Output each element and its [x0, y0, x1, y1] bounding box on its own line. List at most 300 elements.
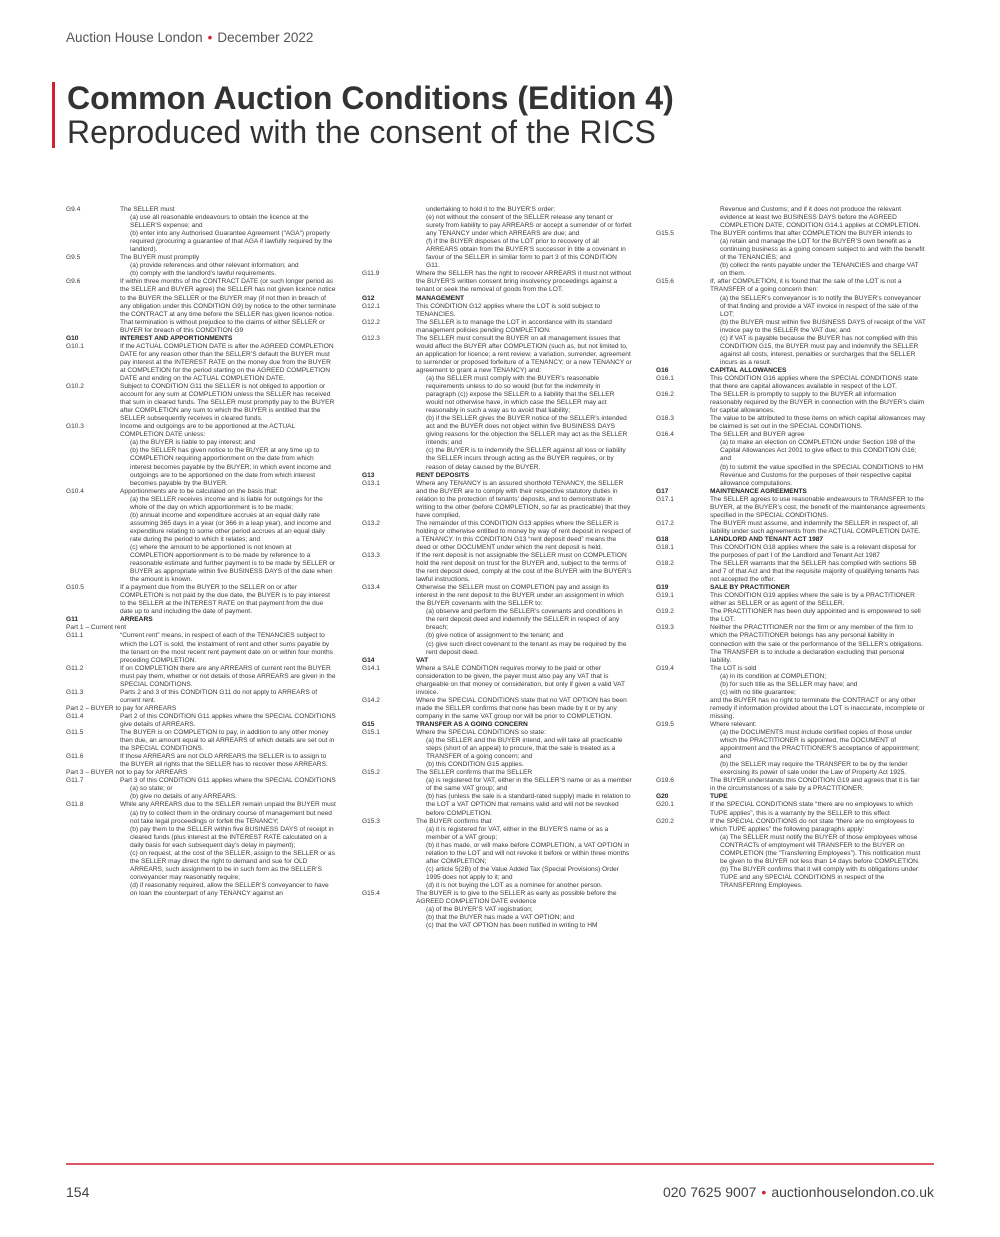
footer-contact: [663, 1184, 934, 1200]
clause-number: G12.1: [362, 302, 380, 310]
section-heading-row: [362, 721, 632, 729]
section-heading: VAT: [416, 656, 429, 664]
clause-row: [66, 584, 336, 616]
clause-row: [656, 673, 926, 681]
clause-number: [66, 544, 120, 584]
clause-number: G19.4: [656, 664, 674, 672]
clause-number: [656, 262, 710, 278]
clause-number: G15.6: [656, 278, 674, 286]
clause-number: [66, 810, 120, 826]
clause-number: [362, 608, 416, 632]
clause-row: [362, 769, 632, 777]
clause-row: [656, 608, 926, 624]
section-heading: INTEREST AND APPORTIONMENTS: [120, 334, 233, 342]
clause-text: The SELLER agrees to use reasonable endeavours to TRANSFER to the BUYER, at the BUYER’s cost, the benefit of the maintenance agreements specified in the SPECIAL CONDITIONS.: [710, 495, 926, 519]
clause-number: G10: [66, 334, 79, 342]
clause-text: (a) the SELLER must comply with the BUYER’s reasonable requirements unless to do so would (but for the indemnity in paragraph (c)) expose the SELLER to a liability that the SELLER would not otherwise have, in which case the SELLER may act reasonably in such a way as to avoid that liability;: [426, 374, 615, 415]
clause-text: Where relevant:: [710, 721, 757, 728]
clause-text: Otherwise the SELLER must on COMPLETION pay and assign its interest in the rent deposit to the BUYER under an assignment in which the BUYER covenants with the SELLER to:: [416, 584, 624, 608]
clause-number: G10.5: [66, 584, 84, 592]
clause-text: If within three months of the CONTRACT DATE (or such longer period as the SELLER and BUYER agree) the SELLER has not given licence notice to the BUYER the SELLER or the BUYER may (if not then in breach of any obligation under this CONDITION G9) by notice to the other terminate the CONTRACT at any time before the SELLER has given licence notice. That termination is without prejudice to the claims of either SELLER or BUYER for breach of this CONDITION G9: [120, 278, 336, 334]
clause-number: [656, 295, 710, 319]
clause-number: G18: [656, 535, 669, 543]
section-heading: TUPE: [710, 793, 728, 801]
clause-text: (a) try to collect them in the ordinary course of management but need not take legal proceedings or forfeit the TENANCY;: [130, 809, 332, 825]
clause-text: (b) that the BUYER has made a VAT OPTION; and: [426, 914, 575, 922]
clause-text: (c) that the VAT OPTION has been notified in writing to HM: [426, 922, 598, 930]
clause-number: G16.3: [656, 415, 674, 423]
clause-text: The BUYER understands this CONDITION G19 and agrees that it is fair in the circumstances of a sale by a PRACTITIONER.: [710, 777, 920, 793]
clause-number: [66, 270, 120, 278]
publisher-name: Auction House London: [66, 30, 203, 45]
clause-row: [656, 415, 926, 431]
clause-row: [656, 729, 926, 761]
clause-number: G15.4: [362, 889, 380, 897]
clause-row: [656, 496, 926, 520]
clause-row: [66, 810, 336, 826]
page-title: Common Auction Conditions (Edition 4): [67, 80, 674, 116]
clause-text: If the SPECIAL CONDITIONS state “there are no employees to which TUPE applies”, this is a warranty by the SELLER to this effect: [710, 801, 913, 817]
clause-row: [362, 697, 632, 721]
clause-number: G13.2: [362, 519, 380, 527]
clause-number: [362, 914, 416, 922]
clause-row: [656, 278, 926, 294]
clause-text: (c) where the amount to be apportioned is not known at COMPLETION apportionment is to be made by reference to a reasonable estimate and further payment is to be made by SELLER or BUYER as appropriate within five BUSINESS DAYS of the date when the amount is known.: [130, 543, 336, 584]
clause-text: The BUYER must assume, and indemnify the SELLER in respect of, all liability under such agreements from the ACTUAL COMPLETION DATE.: [710, 519, 921, 535]
clause-text: This CONDITION G18 applies where the sale is a relevant disposal for the purposes of part I of the Landlord and Tenant Act 1987: [710, 543, 916, 560]
clause-number: [656, 681, 710, 689]
clause-text: (a) the SELLER receives income and is liable for outgoings for the whole of the day on which apportionment is to be made;: [130, 495, 323, 511]
section-heading: ARREARS: [120, 616, 153, 624]
clause-text: (a) observe and perform the SELLER’s covenants and conditions in the rent deposit deed and indemnify the SELLER in respect of any breach;: [426, 608, 623, 632]
clause-row: [362, 906, 632, 914]
clause-row: [656, 439, 926, 463]
clause-row: [66, 214, 336, 230]
clause-row: [656, 721, 926, 729]
clause-row: [656, 777, 926, 793]
clause-number: G14.1: [362, 664, 380, 672]
clause-row: [362, 729, 632, 737]
clause-row: [362, 641, 632, 657]
section-heading: TRANSFER AS A GOING CONCERN: [416, 721, 528, 728]
clause-row: [66, 793, 336, 801]
clause-number: G12.2: [362, 318, 380, 326]
clause-row: [656, 592, 926, 608]
clause-text: The SELLER must: [120, 206, 175, 213]
clause-number: G11.2: [66, 664, 84, 672]
clause-text: (b) the SELLER has given notice to the BUYER at any time up to COMPLETION requiring apportionment on the date from which interest becomes payable by the BUYER; in which event income and outgoings are to be apportioned on the date from which interest becomes payable by the BUYER.: [130, 447, 331, 487]
page-number: 154: [66, 1184, 90, 1200]
clause-number: [362, 866, 416, 882]
clause-text: The SELLER and BUYER agree: [710, 431, 805, 439]
clause-text: (a) in its condition at COMPLETION;: [720, 672, 827, 680]
clause-text: The BUYER is on COMPLETION to pay, in addition to any other money then due, an amount equal to all ARREARS of which details are set out in the SPECIAL CONDITIONS.: [120, 729, 335, 753]
clause-text: The PRACTITIONER has been duly appointed and is empowered to sell the LOT.: [710, 608, 921, 624]
clause-number: [362, 882, 416, 890]
clause-number: [362, 206, 416, 214]
clause-text: (a) is registered for VAT, either in the SELLER’S name or as a member of the same VAT group; and: [426, 777, 632, 793]
clause-text: The BUYER is to give to the SELLER as early as possible before the AGREED COMPLETION DATE evidence: [416, 889, 617, 906]
separator-dot: •: [761, 1184, 767, 1200]
clause-text: The SELLER is to manage the LOT in accordance with its standard management policies pending COMPLETION.: [416, 318, 612, 334]
clause-text: Where the SPECIAL CONDITIONS so state:: [416, 729, 546, 737]
clause-text: The remainder of this CONDITION G13 applies where the SELLER is holding or otherwise entitled to money by way of rent deposit in respect of a TENANCY. In this CONDITION G13 “rent deposit deed” means the deed or other DOCUMENT under which the rent deposit is held.: [416, 519, 631, 551]
clause-row: [66, 785, 336, 793]
clause-number: G15.5: [656, 230, 674, 238]
clause-text: (b) for such title as the SELLER may have; and: [720, 680, 858, 688]
part-heading-row: [66, 769, 336, 777]
clause-number: G13.4: [362, 584, 380, 592]
part-heading: Part 3 – BUYER not to pay for ARREARS: [66, 769, 188, 777]
clause-text: Neither the PRACTITIONER nor the firm or any member of the firm to which the PRACTITIONER belongs has any personal liability in connection with the sale or the performance of the SELLER’s obligations. The TRANSFER is to include a declaration excluding that personal liability.: [710, 624, 924, 664]
clause-number: G9.6: [66, 278, 81, 286]
clause-text: (b) enter into any Authorised Guarantee Agreement (“AGA”) properly required (procuring a guarantee of that AGA if lawfully required by the landlord).: [130, 230, 333, 254]
clause-number: G10.3: [66, 423, 84, 431]
clause-text: Income and outgoings are to be apportioned at the ACTUAL COMPLETION DATE unless:: [120, 423, 295, 439]
clause-row: [362, 552, 632, 584]
clause-text: (c) article 5(2B) of the Value Added Tax (Special Provisions) Order 1995 does not apply to it; and: [426, 865, 619, 881]
clause-row: [66, 713, 336, 729]
clause-text: (c) with no title guarantee;: [720, 688, 796, 696]
clause-text: If the SPECIAL CONDITIONS do not state “there are no employees to which TUPE applies” the following paragraphs apply:: [710, 817, 915, 833]
clause-row: [362, 480, 632, 520]
column-3: [656, 206, 926, 1156]
clause-row: [66, 278, 336, 334]
clause-number: [362, 922, 416, 930]
column-1: [66, 206, 336, 1156]
clause-text: (b) has (unless the sale is a standard-rated supply) made in relation to the LOT a VAT OPTION that remains valid and will not be revoked before COMPLETION.: [426, 793, 631, 817]
clause-row: [656, 665, 926, 673]
clause-row: [66, 729, 336, 753]
clause-number: G20.1: [656, 801, 674, 809]
clause-number: [362, 214, 416, 238]
section-heading: MANAGEMENT: [416, 294, 464, 302]
clause-row: [362, 270, 632, 294]
clause-number: G11.6: [66, 753, 84, 761]
clause-number: [66, 496, 120, 512]
clause-text: (a) The SELLER must notify the BUYER of those employees whose CONTRACTs of employment will TRANSFER to the BUYER on COMPLETION (the “Transferring Employees”). This notification must be given to the BUYER not less than 14 days before COMPLETION.: [720, 833, 921, 865]
clause-number: G11: [66, 616, 79, 624]
clause-row: [656, 391, 926, 415]
clause-number: G19.2: [656, 608, 674, 616]
clause-row: [66, 262, 336, 270]
clause-row: [362, 777, 632, 793]
clause-number: [362, 737, 416, 761]
clause-number: G19: [656, 584, 669, 592]
clause-text: If, after COMPLETION, it is found that the sale of the LOT is not a TRANSFER of a going concern then:: [710, 278, 902, 294]
clause-text: The value to be attributed to those items on which capital allowances may be claimed is set out in the SPECIAL CONDITIONS.: [710, 415, 926, 431]
clause-row: [362, 319, 632, 335]
clause-number: G15: [362, 721, 375, 728]
clause-number: [656, 689, 710, 697]
clause-row: [362, 584, 632, 608]
clause-number: G11.7: [66, 777, 84, 785]
clause-row: [362, 206, 632, 214]
section-heading-row: [362, 657, 632, 665]
clause-text: If those ARREARS are not OLD ARREARS the SELLER is to assign to the BUYER all rights that the SELLER has to recover those ARREARS.: [120, 753, 328, 769]
clause-row: [362, 665, 632, 697]
clause-text: (c) the BUYER is to indemnify the SELLER against all loss or liability the SELLER incurs through acting as the BUYER requires, or by reason of delay caused by the BUYER.: [426, 447, 626, 471]
footer-divider: [66, 1163, 934, 1165]
clause-row: [362, 632, 632, 640]
part-heading-row: [66, 624, 336, 632]
clause-number: [656, 335, 710, 367]
clause-number: [66, 793, 120, 801]
section-heading-row: [66, 335, 336, 343]
clause-number: [362, 632, 416, 640]
clause-row: [66, 206, 336, 214]
clause-text: The SELLER confirms that the SELLER: [416, 769, 533, 777]
clause-text: (b) if the SELLER gives the BUYER notice of the SELLER’s intended act and the BUYER does not object within five BUSINESS DAYS giving reasons for the objection the SELLER may act as the SELLER intends; and: [426, 415, 628, 447]
page-subtitle: Reproduced with the consent of the RICS: [67, 114, 656, 150]
section-heading-row: [66, 616, 336, 624]
clause-text: The LOT is sold: [710, 664, 757, 672]
clause-row: [362, 303, 632, 319]
clause-row: [656, 544, 926, 560]
clause-row: [656, 520, 926, 536]
clause-row: [656, 560, 926, 584]
clause-row: [656, 375, 926, 391]
clause-number: G10.2: [66, 383, 84, 391]
clause-text: (b) to submit the value specified in the SPECIAL CONDITIONS to HM Revenue and Customs for the purposes of their respective capital allowance computations.: [720, 463, 924, 487]
clause-row: [362, 890, 632, 906]
clause-row: [66, 423, 336, 439]
clause-number: G15.2: [362, 769, 380, 777]
clause-text: This CONDITION G12 applies where the LOT is sold subject to TENANCIES.: [416, 302, 601, 318]
clause-row: [656, 319, 926, 335]
clause-row: [656, 262, 926, 278]
clause-text: The BUYER confirms that after COMPLETION the BUYER intends to: [710, 230, 912, 238]
clause-number: [66, 262, 120, 270]
clause-text: (a) the BUYER is liable to pay interest; and: [130, 439, 256, 447]
clause-number: [66, 850, 120, 882]
clause-number: [66, 785, 120, 793]
clause-row: [362, 608, 632, 632]
clause-row: [656, 681, 926, 689]
clause-row: [656, 230, 926, 238]
section-heading-row: [656, 367, 926, 375]
clause-row: [362, 447, 632, 471]
clause-number: G13.1: [362, 479, 380, 487]
clause-number: G11.8: [66, 801, 84, 809]
section-heading: LANDLORD AND TENANT ACT 1987: [710, 535, 824, 543]
clause-number: [66, 214, 120, 230]
clause-text: If the ACTUAL COMPLETION DATE is after the AGREED COMPLETION DATE for any reason other than the SELLER’S default the BUYER must pay interest at the INTEREST RATE on the money due from the BUYER at COMPLETION for the period starting on the AGREED COMPLETION DATE and ending on the ACTUAL COMPLETION DATE.: [120, 342, 334, 382]
title-block: [52, 82, 674, 148]
clause-text: (c) give such direct covenant to the tenant as may be required by the rent deposit deed.: [426, 640, 627, 656]
clause-text: (c) if VAT is payable because the BUYER has not complied with this CONDITION G15, the BUYER must pay and indemnify the SELLER against all costs, interest, penalties or surcharges that the SELLER incurs as a result.: [720, 334, 919, 366]
clause-text: (a) to make an election on COMPLETION under Section 198 of the Capital Allowances Act 2001 to give effect to this CONDITION G16; and: [720, 439, 917, 463]
clause-row: [656, 431, 926, 439]
clause-text: (f) if the BUYER disposes of the LOT prior to recovery of all ARREARS obtain from the BUYER’S successor in title a covenant in favour of the SELLER in similar form to part 3 of this CONDITION G11.: [426, 238, 626, 270]
clause-number: G20: [656, 793, 669, 801]
clause-text: Revenue and Customs; and if it does not produce the relevant evidence at least two BUSINESS DAYS before the AGREED COMPLETION DATE, CONDITION G14.1 applies at COMPLETION.: [720, 206, 921, 230]
clause-number: [656, 729, 710, 761]
clause-row: [362, 238, 632, 270]
clause-number: [656, 238, 710, 262]
clause-text: and the BUYER has no right to terminate the CONTRACT or any other remedy if information provided about the LOT is inaccurate, incomplete or missing.: [710, 696, 925, 720]
clause-row: [362, 214, 632, 238]
clause-text: Part 2 of this CONDITION G11 applies where the SPECIAL CONDITIONS give details of ARREARS.: [120, 712, 336, 728]
clause-number: [362, 238, 416, 270]
clause-text: (b) The BUYER confirms that it will comply with its obligations under TUPE and any SPECIAL CONDITIONS in respect of the TRANSFERring Employees.: [720, 865, 919, 889]
clause-number: [362, 906, 416, 914]
clause-row: [656, 295, 926, 319]
clause-number: G11.4: [66, 712, 84, 720]
section-heading-row: [362, 295, 632, 303]
clause-text: (a) it is registered for VAT, either in the BUYER’S name or as a member of a VAT group;: [426, 825, 609, 841]
clause-number: G12: [362, 294, 375, 302]
clause-number: [656, 866, 710, 890]
clause-text: Where the SELLER has the right to recover ARREARS it must not without the BUYER’S written consent bring insolvency proceedings against a tenant or seek the removal of goods from the LOT.: [416, 270, 632, 294]
clause-row: [656, 238, 926, 262]
clause-number: G19.1: [656, 592, 674, 600]
clause-number: G20.2: [656, 817, 674, 825]
clause-row: [66, 512, 336, 544]
clause-row: [66, 488, 336, 496]
clause-row: [362, 375, 632, 415]
clause-number: G18.1: [656, 543, 674, 551]
clause-text: (a) use all reasonable endeavours to obtain the licence at the SELLER’S expense; and: [130, 214, 309, 230]
clause-number: [66, 512, 120, 544]
clause-number: G16.4: [656, 431, 674, 439]
clause-number: G19.5: [656, 721, 674, 728]
part-heading-row: [66, 705, 336, 713]
clause-number: [656, 439, 710, 463]
clause-text: This CONDITION G19 applies where the sale is by a PRACTITIONER either as SELLER or as agent of the SELLER.: [710, 592, 915, 608]
part-heading: Part 1 – Current rent: [66, 624, 127, 632]
section-heading: SALE BY PRACTITIONER: [710, 584, 790, 592]
separator-dot: •: [207, 30, 213, 45]
clause-text: (a) the DOCUMENTS must include certified copies of those under which the PRACTITIONER is appointed, the DOCUMENT of appointment and the PRACTITIONER’S acceptance of appointment; and: [720, 729, 920, 761]
clause-text: Part 3 of this CONDITION G11 applies where the SPECIAL CONDITIONS: [120, 777, 336, 785]
clause-row: [66, 632, 336, 664]
clause-text: “Current rent” means, in respect of each of the TENANCIES subject to which the LOT is sold, the instalment of rent and other sums payable by the tenant on the most recent rent payment date on or within four months preceding COMPLETION.: [120, 632, 333, 664]
clause-row: [362, 922, 632, 930]
clause-number: G16.2: [656, 391, 674, 399]
clause-row: [66, 826, 336, 850]
clause-text: If on COMPLETION there are any ARREARS of current rent the BUYER must pay them, whether or not details of those ARREARS are given in the SPECIAL CONDITIONS.: [120, 664, 336, 688]
clause-number: [362, 761, 416, 769]
clause-number: G15.1: [362, 729, 380, 737]
clause-number: [362, 793, 416, 817]
clause-text: (b) annual income and expenditure accrues at an equal daily rate assuming 365 days in a year (or 366 in a leap year), and income and expenditure relating to some other period accrues at an equal daily rate during the period to which it relates; and: [130, 511, 331, 543]
clause-number: G16: [656, 366, 669, 374]
clause-row: [66, 753, 336, 769]
clause-number: G12.3: [362, 334, 380, 342]
clause-text: (b) give no details of any ARREARS.: [130, 793, 238, 801]
clause-text: (b) it has made, or will make before COMPLETION, a VAT OPTION in relation to the LOT and will not revoke it before or within three months after COMPLETION;: [426, 841, 630, 865]
clause-number: [656, 697, 710, 721]
clause-text: While any ARREARS due to the SELLER remain unpaid the BUYER must: [120, 801, 336, 809]
clause-number: G14: [362, 656, 375, 664]
clause-row: [362, 737, 632, 761]
section-heading: CAPITAL ALLOWANCES: [710, 366, 787, 374]
clause-row: [66, 343, 336, 383]
website-link[interactable]: auctionhouselondon.co.uk: [771, 1184, 934, 1200]
clause-number: G17: [656, 487, 669, 495]
clause-row: [656, 206, 926, 230]
clause-number: [656, 206, 710, 230]
clause-text: Where the SPECIAL CONDITIONS state that no VAT OPTION has been made the SELLER confirms that none has been made by it or by any company in the same VAT group nor will be prior to COMPLETION.: [416, 696, 627, 720]
section-heading-row: [656, 536, 926, 544]
clause-row: [656, 801, 926, 817]
clause-text: Where a SALE CONDITION requires money to be paid or other consideration to be given, the payer must also pay any VAT that is chargeable on that money or consideration, but only if given a valid VAT invoice.: [416, 664, 625, 696]
clause-row: [66, 801, 336, 809]
clause-row: [362, 818, 632, 826]
clause-number: G17.2: [656, 519, 674, 527]
clause-number: [656, 464, 710, 488]
clause-row: [362, 415, 632, 447]
clause-row: [66, 689, 336, 705]
clause-number: [656, 834, 710, 866]
clause-number: [656, 673, 710, 681]
clause-number: [66, 230, 120, 254]
clause-text: (a) the SELLER’s conveyancer is to notify the BUYER’s conveyancer of that finding and provide a VAT invoice in respect of the sale of the LOT;: [720, 294, 921, 318]
clause-text: Subject to CONDITION G11 the SELLER is not obliged to apportion or account for any sum at COMPLETION unless the SELLER has received that sum in cleared funds. The SELLER must promptly pay to the BUYER after COMPLETION any sum to which the BUYER is entitled that the SELLER subsequently receives in cleared funds.: [120, 383, 335, 423]
clause-number: G11.9: [362, 270, 380, 278]
clause-row: [362, 793, 632, 817]
clause-text: (c) on request, at the cost of the SELLER, assign to the SELLER or as the SELLER may direct the right to demand and sue for OLD ARREARS, such assignment to be in such form as the SELLER’S conveyancer may reasonably require;: [130, 849, 335, 881]
clause-number: G11.3: [66, 688, 84, 696]
clause-number: [66, 447, 120, 487]
clause-row: [362, 914, 632, 922]
clause-row: [656, 866, 926, 890]
clause-text: (d) if reasonably required, allow the SELLER’S conveyancer to have on loan the counterpart of any TENANCY against an: [130, 881, 329, 897]
clause-row: [66, 882, 336, 898]
clause-text: undertaking to hold it to the BUYER’S order;: [426, 206, 556, 213]
clause-row: [656, 834, 926, 866]
section-heading-row: [362, 472, 632, 480]
clause-text: This CONDITION G16 applies where the SPECIAL CONDITIONS state that there are capital allowances available in respect of the LOT.: [710, 374, 918, 391]
clause-row: [656, 624, 926, 664]
clause-text: (a) the SELLER and the BUYER intend, and will take all practicable steps (short of an appeal) to procure, that the sale is treated as a TRANSFER of a going concern; and: [426, 737, 623, 761]
clause-text: The BUYER must promptly: [120, 254, 200, 262]
clause-number: G10.1: [66, 342, 84, 350]
section-heading-row: [656, 793, 926, 801]
clause-row: [362, 826, 632, 842]
clause-number: G16.1: [656, 374, 674, 382]
clause-text: (a) so state; or: [130, 785, 173, 793]
clause-row: [362, 761, 632, 769]
clause-number: G17.1: [656, 495, 674, 503]
clause-row: [656, 689, 926, 697]
clause-number: G13: [362, 471, 375, 479]
part-heading: Part 2 – BUYER to pay for ARREARS: [66, 704, 177, 712]
clause-number: [362, 777, 416, 793]
clause-number: [656, 761, 710, 777]
clause-text: The SELLER warrants that the SELLER has complied with sections 5B and 7 of that Act and that the requisite majority of qualifying tenants has not accepted the offer.: [710, 560, 919, 584]
clause-number: [66, 826, 120, 850]
clause-text: (b) give notice of assignment to the tenant; and: [426, 632, 564, 640]
clause-text: (b) pay them to the SELLER within five BUSINESS DAYS of receipt in cleared funds (plus interest at the INTEREST RATE calculated on a daily basis for each subsequent day’s delay in payment);: [130, 825, 334, 849]
clause-row: [362, 866, 632, 882]
clause-number: [362, 842, 416, 866]
clause-number: G13.3: [362, 552, 380, 560]
clause-number: G9.5: [66, 254, 81, 262]
clause-number: G18.2: [656, 560, 674, 568]
clause-number: [656, 319, 710, 335]
clause-number: [362, 415, 416, 447]
clause-row: [66, 496, 336, 512]
phone-number: 020 7625 9007: [662, 1184, 757, 1200]
clause-number: G14.2: [362, 696, 380, 704]
clause-text: The SELLER is promptly to supply to the BUYER all information reasonably required by the BUYER in connection with the BUYER’s claim for capital allowances.: [710, 391, 925, 415]
clause-row: [362, 882, 632, 890]
clause-text: (e) not without the consent of the SELLER release any tenant or surety from liability to pay ARREARS or accept a surrender of or forfeit any TENANCY under which ARREARS are due; and: [426, 214, 632, 238]
clause-row: [656, 761, 926, 777]
clause-row: [66, 447, 336, 487]
